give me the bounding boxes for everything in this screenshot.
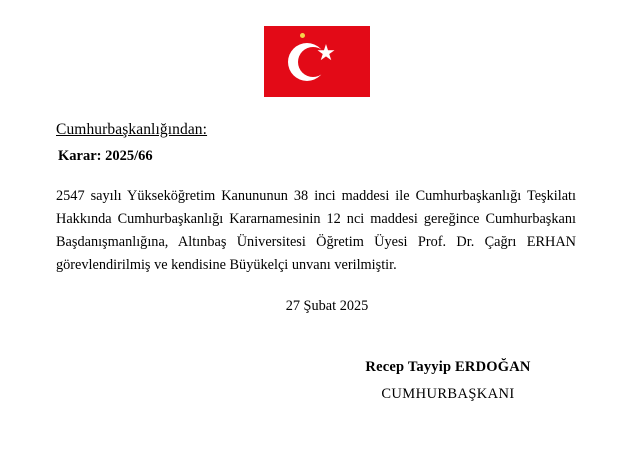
issuer-heading: Cumhurbaşkanlığından:: [56, 121, 208, 138]
document-content: [0, 121, 634, 315]
signature-title: CUMHURBAŞKANI: [381, 386, 515, 402]
decision-body-text: 2547 sayılı Yükseköğretim Kanununun 38 inci maddesi ile Cumhurbaşkanlığı Teşkilatı Hakkında Cumhurbaşkanlığı Kararnamesinin 12 nci maddesi gereğince Cumhurbaşkanı Başdanışmanlığına, Altınbaş Üniversitesi Öğretim Üyesi Prof. Dr. Çağrı ERHAN görevlendirilmiş ve kendisine Büyükelçi unvanı verilmiştir.: [56, 188, 576, 274]
signature-name: Recep Tayyip ERDOĞAN: [365, 359, 531, 375]
turkish-flag-icon: [264, 26, 370, 97]
signature-block: [318, 359, 578, 403]
flag-sun-dot: [300, 33, 305, 38]
decision-date: 27 Şubat 2025: [285, 297, 369, 314]
flag-container: [0, 0, 634, 97]
decision-number: Karar: 2025/66: [58, 148, 153, 164]
